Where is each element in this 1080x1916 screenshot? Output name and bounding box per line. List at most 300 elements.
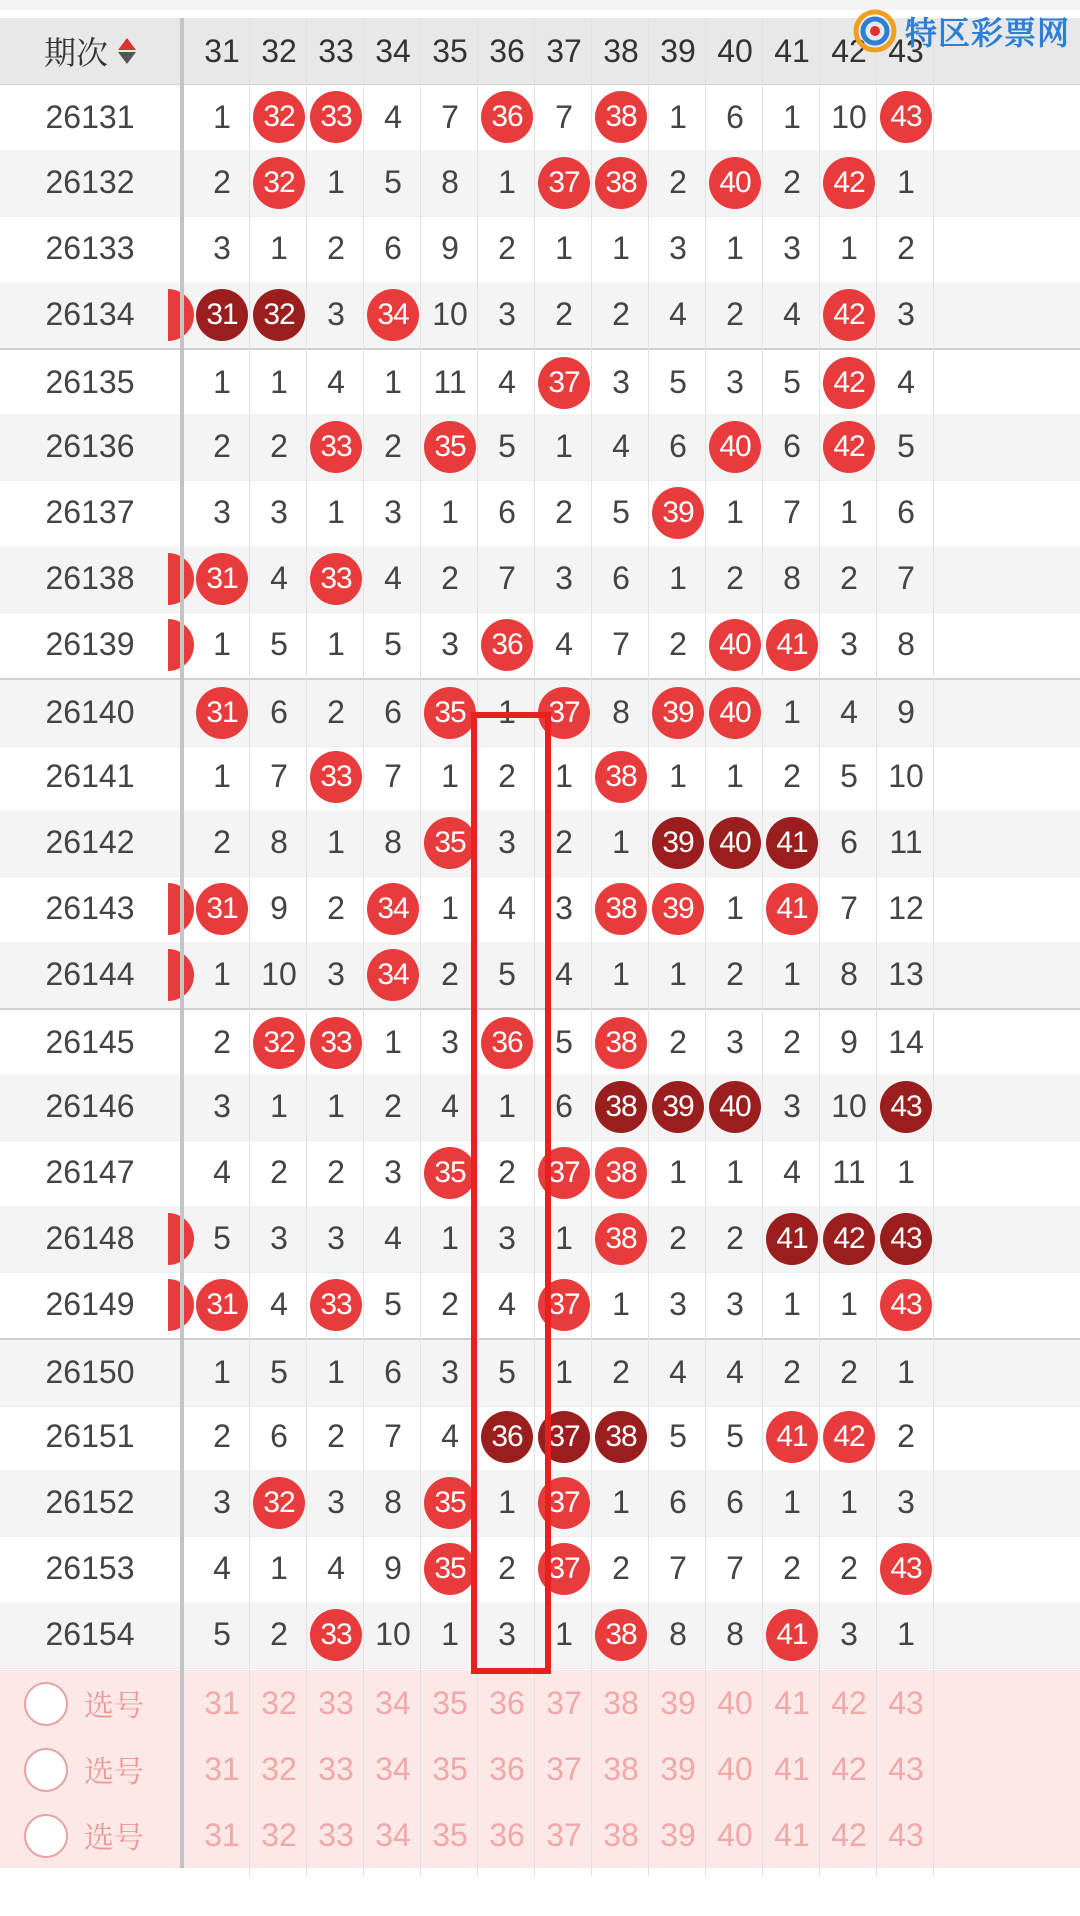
- period-number: 26150: [45, 1354, 135, 1391]
- select-number-button[interactable]: 33: [318, 1684, 354, 1721]
- omission-count: 5: [213, 1220, 231, 1257]
- drawn-number-ball: 37: [538, 1477, 590, 1529]
- drawn-number-ball: 31: [196, 553, 248, 605]
- omission-count: 2: [270, 1154, 288, 1191]
- omission-count: 7: [555, 98, 573, 135]
- omission-count: 9: [441, 230, 459, 267]
- drawn-number-ball: 32: [253, 289, 305, 341]
- drawn-number-cell: [871, 1206, 941, 1272]
- omission-count: 2: [327, 230, 345, 267]
- omission-count: 2: [441, 956, 459, 993]
- omission-count: 2: [213, 428, 231, 465]
- period-number: 26133: [45, 230, 135, 267]
- drawn-number-ball: 43: [880, 91, 932, 143]
- drawn-number-ball: 40: [709, 1081, 761, 1133]
- omission-count: 5: [783, 364, 801, 401]
- select-number-button[interactable]: 38: [603, 1684, 639, 1721]
- omission-count: 6: [270, 694, 288, 731]
- drawn-number-ball: 34: [367, 949, 419, 1001]
- drawn-number-ball: 40: [709, 619, 761, 671]
- select-number-button[interactable]: 34: [375, 1750, 411, 1787]
- omission-count: 5: [612, 494, 630, 531]
- omission-count: 1: [555, 428, 573, 465]
- omission-count: 10: [375, 1616, 411, 1653]
- omission-count: 11: [433, 364, 467, 401]
- drawn-number-ball: 37: [538, 1147, 590, 1199]
- omission-count: 5: [555, 1024, 573, 1061]
- omission-count: 1: [327, 1088, 345, 1125]
- omission-count: 7: [384, 758, 402, 795]
- omission-count: 3: [441, 626, 459, 663]
- omission-count: 3: [327, 1484, 345, 1521]
- omission-count: 9: [840, 1024, 858, 1061]
- select-number-button[interactable]: 43: [888, 1750, 924, 1787]
- period-number: 26145: [45, 1024, 135, 1061]
- column-header: 42: [831, 32, 867, 69]
- omission-count: 9: [270, 890, 288, 927]
- period-number: 26152: [45, 1484, 135, 1521]
- table-row: [0, 1206, 1080, 1273]
- omission-count: 1: [783, 1484, 801, 1521]
- logo-text: 特区彩票网: [904, 15, 1070, 51]
- omission-count: 2: [213, 824, 231, 861]
- omission-count: 10: [261, 956, 297, 993]
- omission-count: 2: [840, 560, 858, 597]
- select-number-button[interactable]: 34: [375, 1816, 411, 1853]
- select-row: [0, 1670, 1080, 1737]
- omission-count: 1: [669, 560, 687, 597]
- drawn-number-ball: 40: [709, 421, 761, 473]
- omission-count: 4: [498, 364, 516, 401]
- omission-count: 3: [840, 626, 858, 663]
- period-number: 26132: [45, 164, 135, 201]
- omission-count: 1: [726, 1154, 744, 1191]
- table-row: [0, 546, 1080, 613]
- select-number-button[interactable]: 42: [831, 1750, 867, 1787]
- omission-count: 8: [441, 164, 459, 201]
- select-number-button[interactable]: 35: [432, 1750, 468, 1787]
- select-number-button[interactable]: 42: [831, 1816, 867, 1853]
- omission-count: 1: [270, 364, 288, 401]
- omission-count: 1: [441, 758, 459, 795]
- select-number-button[interactable]: 40: [717, 1750, 753, 1787]
- select-row-radio[interactable]: [24, 1814, 68, 1858]
- drawn-number-ball: 35: [424, 687, 476, 739]
- drawn-number-ball: 36: [481, 91, 533, 143]
- omission-count: 1: [327, 626, 345, 663]
- omission-count: 2: [669, 626, 687, 663]
- omission-count: 1: [441, 890, 459, 927]
- omission-count: 3: [384, 1154, 402, 1191]
- omission-count: 5: [213, 1616, 231, 1653]
- table-row: [0, 414, 1080, 481]
- omission-count: 4: [327, 364, 345, 401]
- omission-count: 3: [327, 1220, 345, 1257]
- column-header: 41: [774, 32, 810, 69]
- select-row-radio[interactable]: [24, 1682, 68, 1726]
- omission-count: 5: [270, 1354, 288, 1391]
- omission-count: 1: [270, 1550, 288, 1587]
- select-number-button[interactable]: 37: [546, 1750, 582, 1787]
- drawn-number-ball: 32: [253, 91, 305, 143]
- select-number-button[interactable]: 40: [717, 1816, 753, 1853]
- omission-count: 3: [270, 494, 288, 531]
- omission-count: 1: [498, 164, 516, 201]
- omission-count: 3: [897, 296, 915, 333]
- omission-count: 1: [897, 1354, 915, 1391]
- omission-count: 1: [441, 494, 459, 531]
- drawn-number-ball: 41: [766, 817, 818, 869]
- drawn-number-ball: 40: [709, 157, 761, 209]
- omission-count: 1: [441, 1220, 459, 1257]
- column-header: 34: [375, 32, 411, 69]
- column-header: 39: [660, 32, 696, 69]
- omission-count: 14: [888, 1024, 924, 1061]
- drawn-number-ball: 32: [253, 1477, 305, 1529]
- omission-count: 4: [612, 428, 630, 465]
- omission-count: 3: [441, 1024, 459, 1061]
- omission-count: 3: [669, 1286, 687, 1323]
- omission-count: 8: [840, 956, 858, 993]
- omission-count: 7: [270, 758, 288, 795]
- select-number-button[interactable]: 43: [888, 1684, 924, 1721]
- omission-count: 6: [840, 824, 858, 861]
- drawn-number-ball: 42: [823, 289, 875, 341]
- select-number-button[interactable]: 38: [603, 1750, 639, 1787]
- omission-count: 4: [726, 1354, 744, 1391]
- table-row: [0, 1272, 1080, 1339]
- omission-count: 2: [213, 1024, 231, 1061]
- omission-count: 1: [726, 890, 744, 927]
- period-number: 26151: [45, 1418, 135, 1455]
- select-number-button[interactable]: 35: [432, 1684, 468, 1721]
- grid-line: [249, 18, 250, 1876]
- omission-count: 6: [726, 1484, 744, 1521]
- omission-count: 1: [555, 758, 573, 795]
- grid-line: [933, 18, 934, 1876]
- column-header: 31: [204, 32, 240, 69]
- omission-count: 8: [384, 1484, 402, 1521]
- omission-count: 2: [555, 494, 573, 531]
- omission-count: 2: [555, 824, 573, 861]
- period-number: 26137: [45, 494, 135, 531]
- table-row: [0, 150, 1080, 217]
- omission-count: 1: [897, 1616, 915, 1653]
- select-number-button[interactable]: 36: [489, 1816, 525, 1853]
- omission-count: 10: [432, 296, 468, 333]
- omission-count: 1: [327, 164, 345, 201]
- drawn-number-ball: 36: [481, 619, 533, 671]
- drawn-number-cell: [871, 84, 941, 150]
- omission-count: 2: [441, 560, 459, 597]
- drawn-number-ball: 35: [424, 817, 476, 869]
- omission-count: 3: [555, 560, 573, 597]
- table-row: [0, 1470, 1080, 1537]
- omission-count: 5: [498, 428, 516, 465]
- select-number-button[interactable]: 38: [603, 1816, 639, 1853]
- omission-count: 3: [498, 296, 516, 333]
- omission-count: 11: [889, 824, 923, 861]
- drawn-number-ball: 35: [424, 421, 476, 473]
- omission-count: 2: [612, 1550, 630, 1587]
- select-number-button[interactable]: 31: [204, 1684, 240, 1721]
- omission-count: 8: [270, 824, 288, 861]
- select-number-button[interactable]: 36: [489, 1750, 525, 1787]
- table-row: [0, 216, 1080, 283]
- drawn-number-ball: 40: [709, 817, 761, 869]
- drawn-number-ball: 33: [310, 1609, 362, 1661]
- select-number-button[interactable]: 31: [204, 1750, 240, 1787]
- omission-count: 1: [612, 1286, 630, 1323]
- select-number-button[interactable]: 34: [375, 1684, 411, 1721]
- drawn-number-ball: 35: [424, 1543, 476, 1595]
- select-number-button[interactable]: 41: [774, 1684, 810, 1721]
- drawn-number-ball: 32: [253, 1017, 305, 1069]
- drawn-number-ball: 31: [196, 687, 248, 739]
- omission-count: 12: [888, 890, 924, 927]
- bottom-strip: [0, 1868, 1080, 1916]
- omission-count: 1: [270, 230, 288, 267]
- drawn-number-ball: 34: [367, 289, 419, 341]
- period-number: 26146: [45, 1088, 135, 1125]
- omission-count: 7: [384, 1418, 402, 1455]
- period-header-label: 期次: [43, 35, 108, 71]
- drawn-number-ball: 31: [196, 289, 248, 341]
- omission-count: 8: [897, 626, 915, 663]
- table-row: [0, 84, 1080, 151]
- omission-count: 3: [783, 230, 801, 267]
- omission-count: 2: [384, 428, 402, 465]
- omission-count: 3: [213, 230, 231, 267]
- table-row: [0, 480, 1080, 547]
- omission-count: 4: [384, 560, 402, 597]
- column-header: 43: [888, 32, 924, 69]
- omission-count: 1: [783, 98, 801, 135]
- table-row: [0, 1536, 1080, 1603]
- omission-count: 2: [384, 1088, 402, 1125]
- select-number-button[interactable]: 41: [774, 1816, 810, 1853]
- omission-count: 1: [783, 956, 801, 993]
- drawn-number-ball: 33: [310, 1279, 362, 1331]
- omission-count: 1: [612, 1484, 630, 1521]
- select-number-button[interactable]: 37: [546, 1684, 582, 1721]
- omission-count: 5: [669, 364, 687, 401]
- omission-count: 10: [831, 98, 867, 135]
- omission-count: 1: [669, 98, 687, 135]
- omission-count: 1: [897, 164, 915, 201]
- select-row-label: 选号: [84, 1822, 144, 1855]
- omission-count: 1: [555, 1354, 573, 1391]
- column-header: 36: [489, 32, 525, 69]
- period-number: 26142: [45, 824, 135, 861]
- omission-count: 1: [498, 1484, 516, 1521]
- drawn-number-cell: [871, 1272, 941, 1338]
- period-column-divider: [180, 18, 184, 1876]
- omission-count: 4: [783, 296, 801, 333]
- period-sort-header[interactable]: [0, 18, 180, 84]
- drawn-number-ball: 43: [880, 1279, 932, 1331]
- omission-count: 1: [213, 98, 231, 135]
- drawn-number-ball: 39: [652, 883, 704, 935]
- omission-count: 2: [270, 1616, 288, 1653]
- drawn-number-ball: 39: [652, 817, 704, 869]
- omission-count: 1: [327, 494, 345, 531]
- select-row-label: 选号: [84, 1756, 144, 1789]
- column-header: 33: [318, 32, 354, 69]
- omission-count: 1: [213, 626, 231, 663]
- omission-count: 6: [669, 428, 687, 465]
- table-row: [0, 1140, 1080, 1207]
- grid-line: [876, 18, 877, 1876]
- omission-count: 4: [213, 1154, 231, 1191]
- omission-count: 3: [726, 1024, 744, 1061]
- omission-count: 1: [555, 1616, 573, 1653]
- period-number: 26144: [45, 956, 135, 993]
- omission-count: 8: [612, 694, 630, 731]
- omission-count: 2: [783, 758, 801, 795]
- omission-count: 2: [270, 428, 288, 465]
- drawn-number-ball: 38: [595, 1213, 647, 1265]
- drawn-number-ball: 33: [310, 751, 362, 803]
- omission-count: 2: [441, 1286, 459, 1323]
- omission-count: 3: [726, 364, 744, 401]
- omission-count: 1: [669, 956, 687, 993]
- drawn-number-ball: 32: [253, 157, 305, 209]
- omission-count: 1: [213, 758, 231, 795]
- select-number-button[interactable]: 39: [660, 1816, 696, 1853]
- drawn-number-ball: 38: [595, 1609, 647, 1661]
- select-number-button[interactable]: 33: [318, 1750, 354, 1787]
- grid-line: [420, 18, 421, 1876]
- select-number-button[interactable]: 32: [261, 1816, 297, 1853]
- select-number-button[interactable]: 31: [204, 1816, 240, 1853]
- omission-count: 6: [726, 98, 744, 135]
- table-row: [0, 348, 1080, 417]
- drawn-number-ball: 37: [538, 687, 590, 739]
- drawn-number-ball: 37: [538, 1279, 590, 1331]
- omission-count: 2: [612, 1354, 630, 1391]
- omission-count: 9: [384, 1550, 402, 1587]
- omission-count: 3: [783, 1088, 801, 1125]
- select-number-button[interactable]: 35: [432, 1816, 468, 1853]
- omission-count: 1: [897, 1154, 915, 1191]
- omission-count: 4: [897, 364, 915, 401]
- omission-count: 13: [888, 956, 924, 993]
- omission-count: 3: [384, 494, 402, 531]
- omission-count: 1: [270, 1088, 288, 1125]
- select-number-button[interactable]: 32: [261, 1684, 297, 1721]
- omission-count: 11: [832, 1154, 866, 1191]
- select-number-button[interactable]: 37: [546, 1816, 582, 1853]
- omission-count: 9: [897, 694, 915, 731]
- omission-count: 6: [612, 560, 630, 597]
- omission-count: 5: [726, 1418, 744, 1455]
- omission-count: 1: [441, 1616, 459, 1653]
- omission-count: 5: [384, 626, 402, 663]
- omission-count: 5: [669, 1418, 687, 1455]
- period-number: 26154: [45, 1616, 135, 1653]
- drawn-number-ball: 41: [766, 1213, 818, 1265]
- column-header: 38: [603, 32, 639, 69]
- grid-line: [648, 18, 649, 1876]
- table-row: [0, 810, 1080, 877]
- omission-count: 3: [498, 1616, 516, 1653]
- select-number-button[interactable]: 43: [888, 1816, 924, 1853]
- grid-line: [762, 18, 763, 1876]
- period-number: 26141: [45, 758, 135, 795]
- column-header: 37: [546, 32, 582, 69]
- select-row-label: 选号: [84, 1690, 144, 1723]
- select-number-button[interactable]: 32: [261, 1750, 297, 1787]
- omission-count: 1: [327, 1354, 345, 1391]
- omission-count: 2: [669, 164, 687, 201]
- omission-count: 2: [498, 758, 516, 795]
- table-row: [0, 282, 1080, 349]
- omission-count: 3: [498, 824, 516, 861]
- omission-count: 2: [327, 1418, 345, 1455]
- drawn-number-ball: 41: [766, 1411, 818, 1463]
- period-number: 26135: [45, 364, 135, 401]
- omission-count: 1: [612, 956, 630, 993]
- drawn-number-ball: 39: [652, 1081, 704, 1133]
- drawn-number-ball: 38: [595, 1017, 647, 1069]
- select-row-radio[interactable]: [24, 1748, 68, 1792]
- table-row: [0, 942, 1080, 1009]
- omission-count: 7: [498, 560, 516, 597]
- omission-count: 2: [213, 1418, 231, 1455]
- logo-swirl-icon: [853, 9, 897, 53]
- omission-count: 3: [555, 890, 573, 927]
- omission-count: 4: [384, 1220, 402, 1257]
- omission-count: 2: [612, 296, 630, 333]
- grid-line: [705, 18, 706, 1876]
- select-number-button[interactable]: 42: [831, 1684, 867, 1721]
- omission-count: 5: [270, 626, 288, 663]
- grid-line: [819, 18, 820, 1876]
- drawn-number-ball: 36: [481, 1017, 533, 1069]
- select-number-button[interactable]: 39: [660, 1750, 696, 1787]
- drawn-number-ball: 41: [766, 883, 818, 935]
- omission-count: 1: [498, 694, 516, 731]
- select-number-button[interactable]: 36: [489, 1684, 525, 1721]
- table-row: [0, 1602, 1080, 1669]
- omission-count: 1: [726, 494, 744, 531]
- omission-count: 1: [612, 824, 630, 861]
- omission-count: 6: [555, 1088, 573, 1125]
- omission-count: 1: [840, 494, 858, 531]
- select-number-button[interactable]: 39: [660, 1684, 696, 1721]
- drawn-number-ball: 42: [823, 1213, 875, 1265]
- grid-line: [363, 18, 364, 1876]
- drawn-number-ball: 41: [766, 1609, 818, 1661]
- omission-count: 2: [498, 1550, 516, 1587]
- site-logo: [853, 6, 1070, 56]
- omission-count: 6: [669, 1484, 687, 1521]
- drawn-number-ball: 33: [310, 553, 362, 605]
- sort-icon[interactable]: [118, 38, 136, 64]
- omission-count: 1: [783, 1286, 801, 1323]
- select-number-button[interactable]: 33: [318, 1816, 354, 1853]
- omission-count: 8: [669, 1616, 687, 1653]
- omission-count: 1: [555, 1220, 573, 1257]
- omission-count: 8: [726, 1616, 744, 1653]
- select-number-button[interactable]: 41: [774, 1750, 810, 1787]
- omission-count: 1: [612, 230, 630, 267]
- omission-count: 4: [270, 560, 288, 597]
- select-number-button[interactable]: 40: [717, 1684, 753, 1721]
- omission-count: 1: [384, 364, 402, 401]
- omission-count: 7: [726, 1550, 744, 1587]
